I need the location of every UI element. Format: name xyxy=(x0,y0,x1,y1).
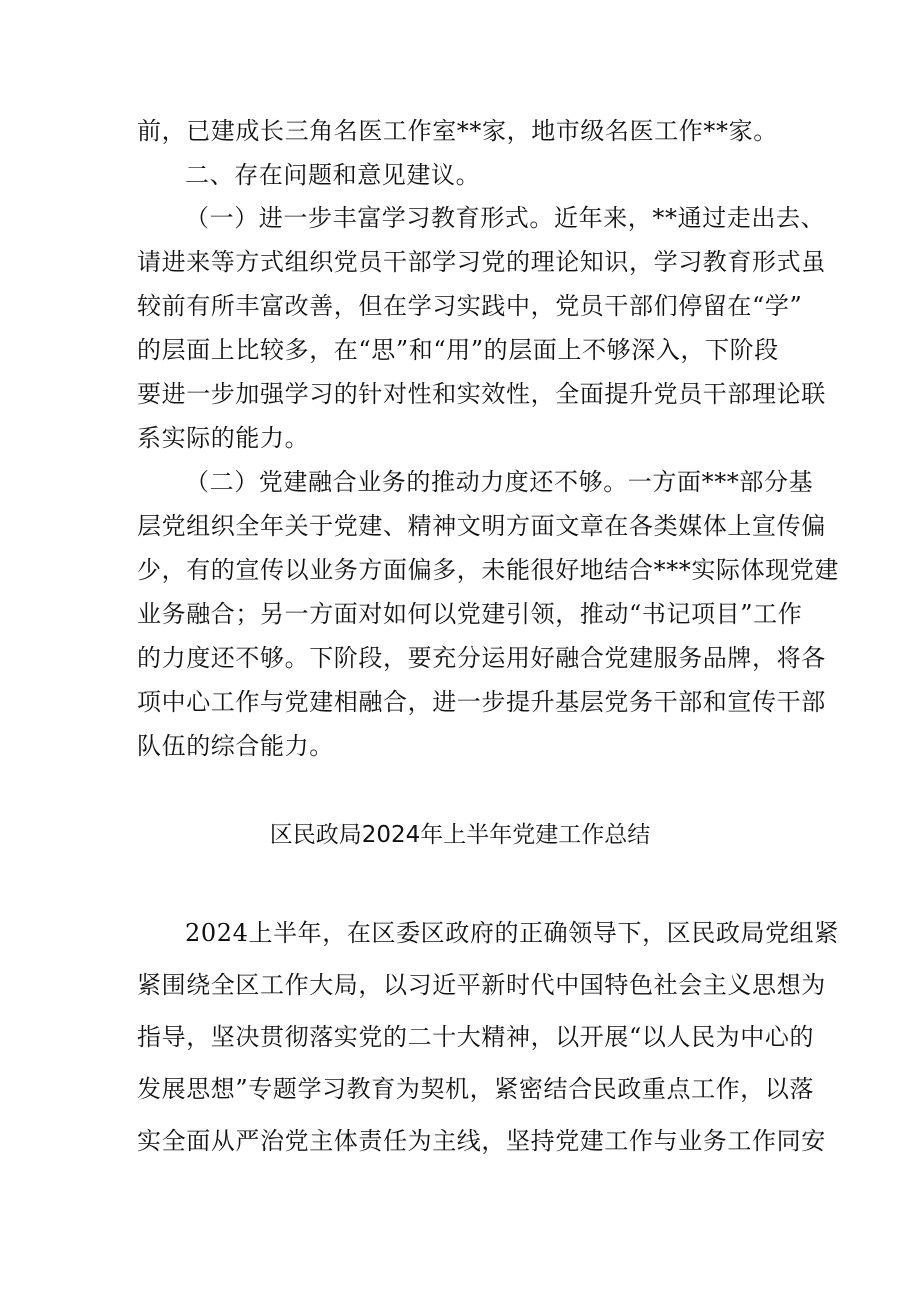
article-title: 区民政局2024年上半年党建工作总结 xyxy=(269,822,651,848)
paragraph-line: 队伍的综合能力。 xyxy=(137,732,334,760)
paragraph-line: 紧围绕全区工作大局，以习近平新时代中国特色社会主义思想为 xyxy=(137,971,826,999)
paragraph-line: 的层面上比较多，在“思”和“用”的层面上不够深入，下阶段 xyxy=(137,336,779,364)
paragraph-line: 业务融合；另一方面对如何以党建引领，推动“书记项目”工作 xyxy=(137,600,803,628)
paragraph-line: 请进来等方式组织党员干部学习党的理论知识，学习教育形式虽 xyxy=(137,248,826,276)
paragraph-line: 少，有的宣传以业务方面偏多，未能很好地结合***实际体现党建 xyxy=(137,556,839,584)
paragraph-line: 指导，坚决贯彻落实党的二十大精神，以开展“以人民为中心的 xyxy=(137,1023,815,1051)
paragraph-line: 要进一步加强学习的针对性和实效性，全面提升党员干部理论联 xyxy=(137,380,826,408)
paragraph-tail-line: 前，已建成长三角名医工作室**家，地市级名医工作**家。 xyxy=(137,117,778,145)
paragraph-line: 较前有所丰富改善，但在学习实践中，党员干部们停留在“学” xyxy=(137,292,803,320)
paragraph-line: 的力度还不够。下阶段，要充分运用好融合党建服务品牌，将各 xyxy=(137,644,826,672)
paragraph-line: 发展思想”专题学习教育为契机，紧密结合民政重点工作，以落 xyxy=(137,1075,815,1103)
paragraph-line: （二）党建融合业务的推动力度还不够。一方面***部分基 xyxy=(185,468,814,496)
paragraph-line: 项中心工作与党建相融合，进一步提升基层党务干部和宣传干部 xyxy=(137,688,826,716)
paragraph-line: 层党组织全年关于党建、精神文明方面文章在各类媒体上宣传偏 xyxy=(137,512,826,540)
paragraph-line: 系实际的能力。 xyxy=(137,424,310,452)
paragraph-line: 实全面从严治党主体责任为主线，坚持党建工作与业务工作同安 xyxy=(137,1127,826,1155)
paragraph-line: （一）进一步丰富学习教育形式。近年来，**通过走出去、 xyxy=(185,204,826,232)
paragraph-line: 2024上半年，在区委区政府的正确领导下，区民政局党组紧 xyxy=(185,919,839,947)
section-heading: 二、存在问题和意见建议。 xyxy=(185,161,481,189)
